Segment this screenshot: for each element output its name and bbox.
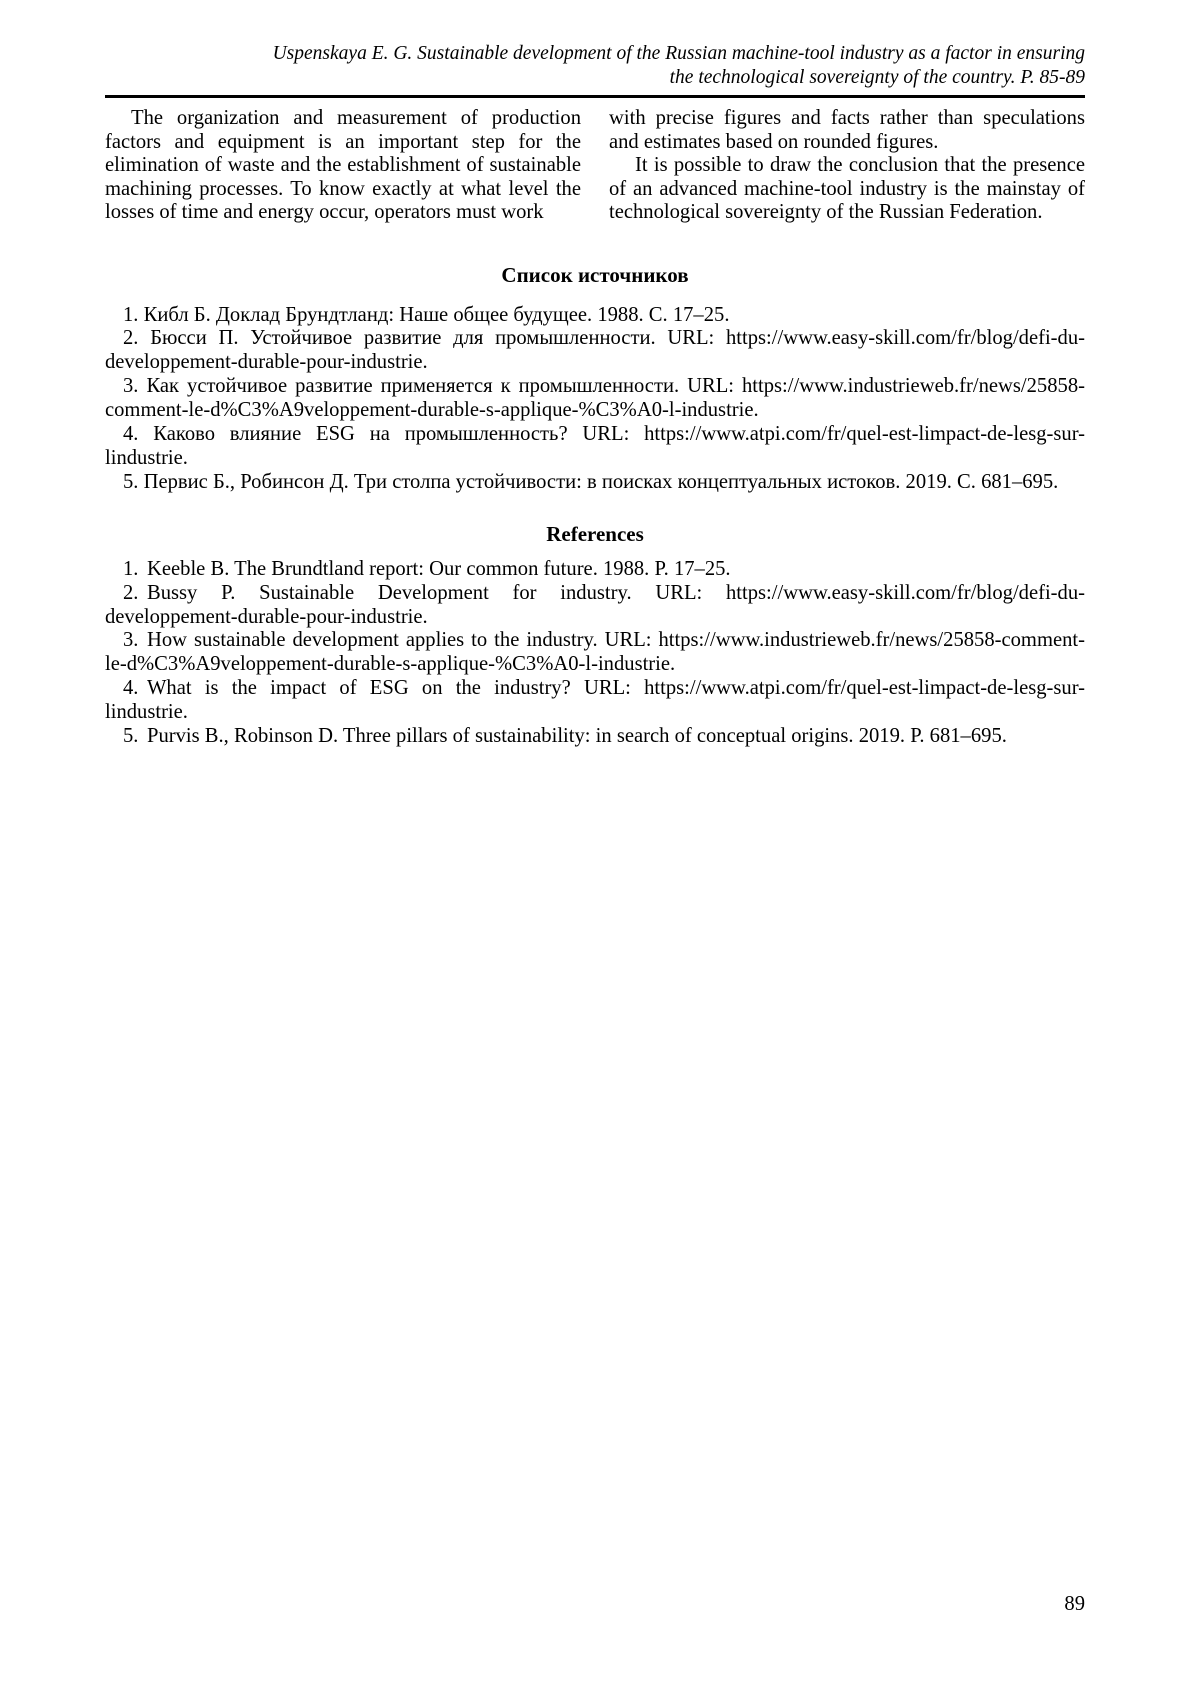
- running-head: [105, 0, 1085, 90]
- reference-item-ru: [105, 327, 1085, 375]
- running-head-line-1: Uspenskaya E. G. Sustainable development of the Russian machine-tool industry as a factor in ensuring: [272, 43, 1085, 64]
- page-content: [105, 0, 1085, 749]
- body-text: [105, 107, 1085, 225]
- reference-item-en: [105, 582, 1085, 630]
- reference-text: Keeble B. The Brundtland report: Our common future. 1988. P. 17–25.: [147, 557, 731, 580]
- reference-number: 2.: [123, 327, 139, 350]
- reference-text: How sustainable development applies to the industry. URL: https://www.industrieweb.fr/news/25858-comment-le-d%C3%A9veloppement-durable-s-applique-%C3%A0-l-industrie.: [105, 629, 1085, 676]
- reference-number: 5.: [123, 725, 139, 748]
- reference-number: 1.: [123, 303, 139, 326]
- reference-text: What is the impact of ESG on the industry? URL: https://www.atpi.com/fr/quel-est-limpact-de-lesg-sur-lindustrie.: [105, 677, 1085, 724]
- reference-number: 5.: [123, 470, 139, 493]
- reference-number: 1.: [123, 557, 139, 580]
- reference-number: 2.: [123, 581, 139, 604]
- reference-item-ru: [105, 375, 1085, 423]
- reference-text: Первис Б., Робинсон Д. Три столпа устойчивости: в поисках концептуальных истоков. 2019. С. 681–695.: [143, 470, 1059, 493]
- paragraph-production-factors: The organization and measurement of production factors and equipment is an important step for the elimination of waste and the establishment of sustainable machining processes. To know exactly at what level the losses of time and energy occur, operators must work: [105, 107, 581, 223]
- divider-rule: [105, 95, 1085, 98]
- reference-item-ru: [105, 304, 1085, 328]
- reference-text: Бюсси П. Устойчивое развитие для промышленности. URL: https://www.easy-skill.com/fr/blog/defi-du-developpement-durable-pour-industrie.: [105, 327, 1085, 374]
- running-head-line-2: the technological sovereignty of the country. P. 85-89: [669, 67, 1085, 88]
- reference-number: 3.: [123, 375, 139, 398]
- paragraph-conclusion: It is possible to draw the conclusion that the presence of an advanced machine-tool industry is the mainstay of technological sovereignty of the Russian Federation.: [609, 154, 1085, 223]
- reference-number: 4.: [123, 423, 139, 446]
- body-column-right: [609, 107, 1085, 225]
- reference-text: Как устойчивое развитие применяется к промышленности. URL: https://www.industrieweb.fr/news/25858-comment-le-d%C3%A9veloppement-durable-s-applique-%C3%A0-l-industrie.: [105, 375, 1085, 422]
- references-en-heading: References: [546, 521, 644, 546]
- sources-ru-heading: Список источников: [501, 262, 689, 287]
- page-number: 89: [1064, 1593, 1085, 1615]
- reference-item-ru: [105, 471, 1085, 495]
- reference-item-en: [105, 677, 1085, 725]
- reference-item-en: [105, 629, 1085, 677]
- reference-number: 4.: [123, 677, 139, 700]
- reference-text: Кибл Б. Доклад Брундтланд: Наше общее будущее. 1988. С. 17–25.: [143, 303, 730, 326]
- reference-text: Bussy P. Sustainable Development for industry. URL: https://www.easy-skill.com/fr/blog/defi-du-developpement-durable-pour-industrie.: [105, 581, 1085, 628]
- sources-ru-list: [105, 304, 1085, 495]
- body-column-left: [105, 107, 581, 225]
- reference-item-en: [105, 558, 1085, 582]
- paragraph-continuation: with precise figures and facts rather than speculations and estimates based on rounded figures.: [609, 107, 1085, 153]
- references-en-list: [105, 558, 1085, 749]
- reference-item-ru: [105, 423, 1085, 471]
- reference-text: Каково влияние ESG на промышленность? URL: https://www.atpi.com/fr/quel-est-limpact-de-lesg-sur-lindustrie.: [105, 423, 1085, 469]
- reference-number: 3.: [123, 629, 139, 652]
- reference-item-en: [105, 725, 1085, 749]
- reference-text: Purvis B., Robinson D. Three pillars of sustainability: in search of conceptual origins. 2019. P. 681–695.: [147, 725, 1007, 748]
